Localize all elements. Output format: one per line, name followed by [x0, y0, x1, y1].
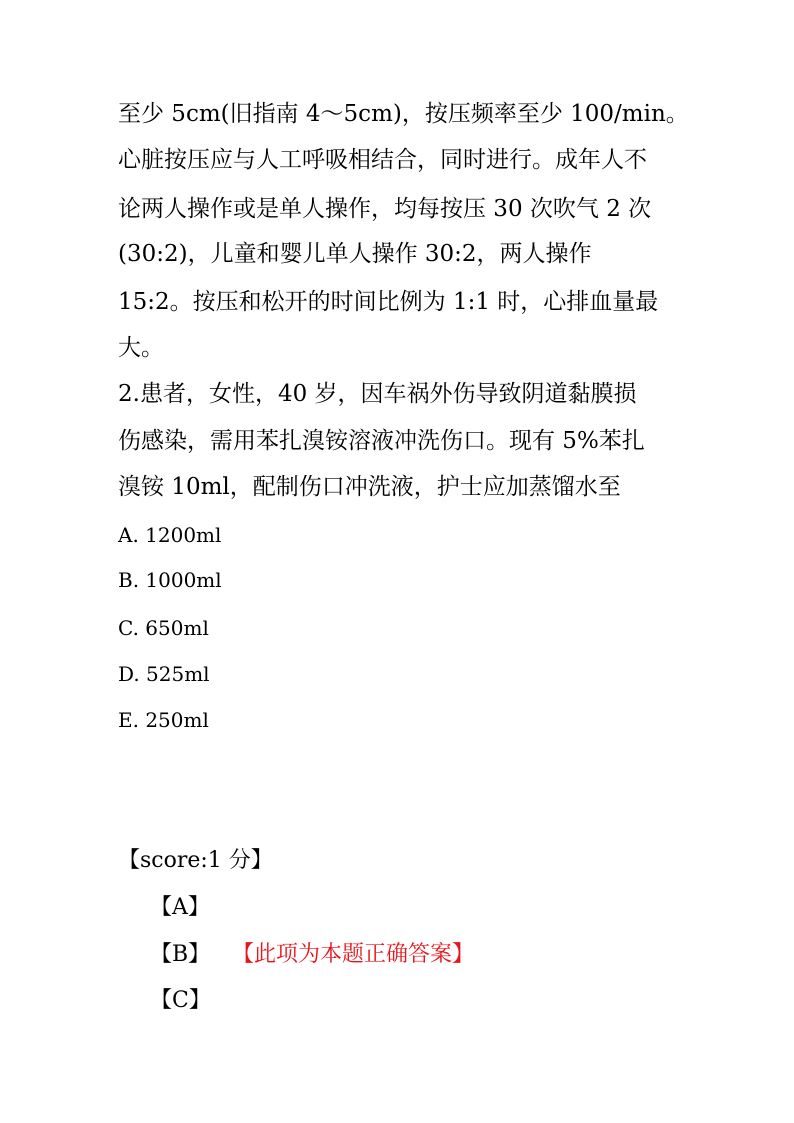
answer-a: 【A】: [150, 895, 210, 920]
option-e: E. 250ml: [118, 708, 209, 732]
explanation-line-6: 大。: [118, 335, 164, 361]
answer-c: 【C】: [150, 988, 211, 1013]
option-a: A. 1200ml: [118, 523, 222, 547]
option-d: D. 525ml: [118, 662, 210, 686]
option-b: B. 1000ml: [118, 568, 222, 592]
explanation-line-4: (30:2)，儿童和婴儿单人操作 30:2，两人操作: [118, 241, 592, 267]
explanation-line-2: 心脏按压应与人工呼吸相结合，同时进行。成年人不: [118, 147, 647, 173]
question-line-2: 伤感染，需用苯扎溴铵溶液冲洗伤口。现有 5%苯扎: [118, 428, 645, 454]
explanation-line-5: 15:2。按压和松开的时间比例为 1:1 时，心排血量最: [118, 289, 659, 315]
question-line-3: 溴铵 10ml，配制伤口冲洗液，护士应加蒸馏水至: [118, 474, 621, 500]
score-label: 【score:1 分】: [118, 848, 273, 873]
answer-b: 【B】: [150, 942, 211, 967]
question-line-1: 2.患者，女性，40 岁，因车祸外伤导致阴道黏膜损: [118, 381, 637, 407]
correct-answer-marker: 【此项为本题正确答案】: [232, 942, 475, 967]
explanation-line-3: 论两人操作或是单人操作，均每按压 30 次吹气 2 次: [118, 196, 652, 222]
explanation-line-1: 至少 5cm(旧指南 4～5cm)，按压频率至少 100/min。: [118, 101, 689, 127]
option-c: C. 650ml: [118, 616, 209, 640]
